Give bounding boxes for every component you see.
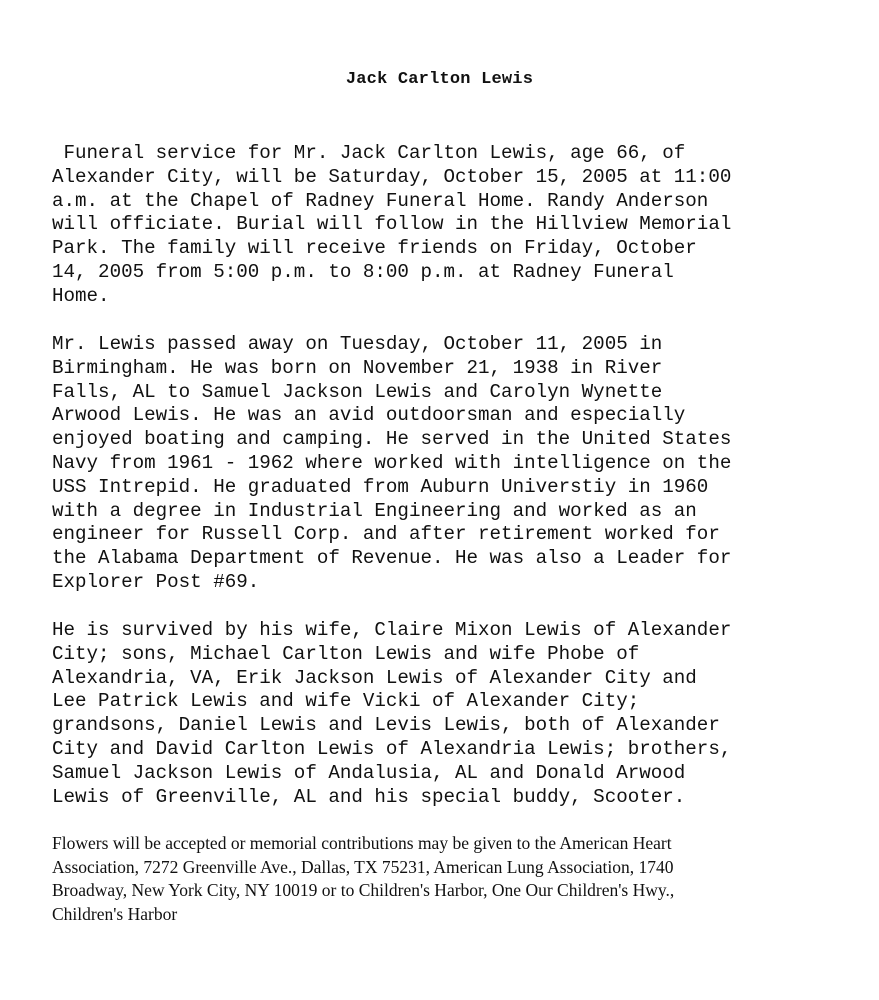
- obituary-title: Jack Carlton Lewis: [345, 70, 534, 89]
- survivors-paragraph: He is survived by his wife, Claire Mixon Lewis of Alexander City; sons, Michael Carlton Lewis and wife Phobe of Alexandria, VA, Erik Jackson Lewis of Alexander City and Lee Patrick Lewis and wife Vicki of Alexander City; grandsons, Daniel Lewis and Levis Lewis, both of Alexander City and David Carlton Lewis of Alexandria Lewis; brothers, Samuel Jackson Lewis of Andalusia, AL and Donald Arwood Lewis of Greenville, AL and his special buddy, Scooter.: [52, 619, 732, 808]
- funeral-service-paragraph: Funeral service for Mr. Jack Carlton Lewis, age 66, of Alexander City, will be Saturday, October 15, 2005 at 11:00 a.m. at the Chapel of Radney Funeral Home. Randy Anderson will officiate. Burial will follow in the Hillview Memorial Park. The family will receive friends on Friday, October 14, 2005 from 5:00 p.m. to 8:00 p.m. at Radney Funeral Home.: [52, 142, 732, 307]
- memorial-contributions-paragraph: Flowers will be accepted or memorial contributions may be given to the American Heart Association, 7272 Greenville Ave., Dallas, TX 75231, American Lung Association, 1740 Broadway, New York City, NY 10019 or to Children's Harbor, One Our Children's Hwy., Children's Harbor: [52, 833, 675, 925]
- biography-paragraph: Mr. Lewis passed away on Tuesday, October 11, 2005 in Birmingham. He was born on November 21, 1938 in River Falls, AL to Samuel Jackson Lewis and Carolyn Wynette Arwood Lewis. He was an avid outdoorsman and especially enjoyed boating and camping. He served in the United States Navy from 1961 - 1962 where worked with intelligence on the USS Intrepid. He graduated from Auburn Universtiy in 1960 with a degree in Industrial Engineering and worked as an engineer for Russell Corp. and after retirement worked for the Alabama Department of Revenue. He was also a Leader for Explorer Post #69.: [52, 333, 732, 593]
